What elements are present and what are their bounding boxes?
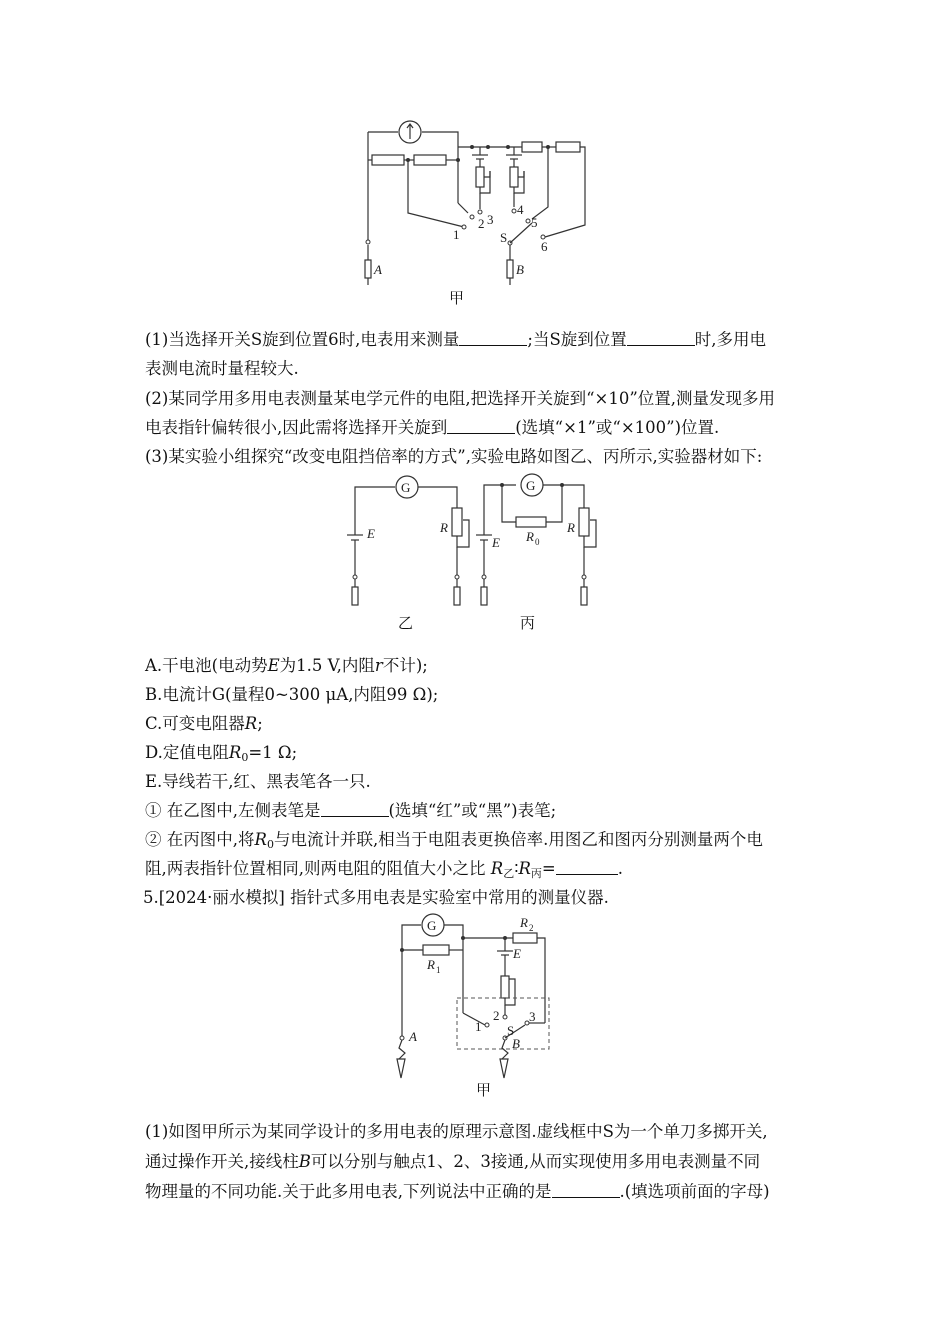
svg-text:2: 2 xyxy=(529,923,534,933)
figure-caption-yi: 乙 xyxy=(398,614,414,632)
terminal-label-4: 4 xyxy=(517,202,524,217)
svg-text:A: A xyxy=(409,1029,417,1044)
answer-blank[interactable] xyxy=(321,800,389,817)
q5-part1-line1: (1)如图甲所示为某同学设计的多用电表的原理示意图.虚线框中S为一个单刀多掷开关, xyxy=(145,1122,768,1141)
material-c: C.可变电阻器R; xyxy=(145,714,263,733)
q5-part1-line2: 通过操作开关,接线柱B可以分别与触点1、2、3接通,从而实现使用多用电表测量不同 xyxy=(145,1152,761,1171)
material-b: B.电流计G(量程0~300 μA,内阻99 Ω); xyxy=(145,685,439,704)
material-e: E.导线若干,红、黑表笔各一只. xyxy=(145,772,371,791)
svg-text:0: 0 xyxy=(535,537,540,547)
svg-text:R: R xyxy=(526,529,534,544)
rheostat-2 xyxy=(510,167,518,187)
svg-text:R: R xyxy=(520,915,528,930)
variable-resistor-bing xyxy=(579,508,589,536)
svg-text:E: E xyxy=(513,946,521,961)
probe-b-tip xyxy=(500,1059,508,1078)
material-a: A.干电池(电动势E为1.5 V,内阻r不计); xyxy=(145,656,428,675)
svg-text:2: 2 xyxy=(493,1008,500,1023)
q4-part2-line2: 电表指针偏转很小,因此需将选择开关旋到 (选填“×1”或“×100”)位置. xyxy=(145,418,720,437)
figure-caption-jia-2: 甲 xyxy=(476,1081,492,1099)
answer-blank[interactable] xyxy=(447,417,515,434)
resistor-r0 xyxy=(516,517,546,527)
material-d: D.定值电阻$R_0=1$ Ω; xyxy=(145,743,298,764)
svg-text:G: G xyxy=(526,478,536,493)
probe-right-yi xyxy=(454,587,460,605)
probe-a-tip xyxy=(397,1059,405,1078)
terminal-label-6: 6 xyxy=(541,239,548,254)
resistor-2 xyxy=(414,155,446,165)
answer-blank[interactable] xyxy=(459,329,527,346)
probe-right-bing xyxy=(581,587,587,605)
switch-label-s: S xyxy=(500,230,508,245)
answer-blank[interactable] xyxy=(627,329,695,346)
circuit-diagram-yi xyxy=(345,475,485,605)
probe-left-bing xyxy=(481,587,487,605)
q4-sub2-line2: 阻,两表指针位置相同,则两电阻的阻值大小之比 $R_乙∶R_丙=$ . xyxy=(145,859,623,880)
svg-text:1: 1 xyxy=(475,1019,482,1034)
svg-text:E: E xyxy=(492,535,500,550)
resistor-3 xyxy=(522,142,542,152)
q4-part3-line: (3)某实验小组探究“改变电阻挡倍率的方式”,实验电路如图乙、丙所示,实验器材如下: xyxy=(145,447,763,466)
probe-a xyxy=(365,260,371,278)
probe-label-a: A xyxy=(374,262,382,277)
svg-text:G: G xyxy=(427,918,437,933)
resistor-4 xyxy=(556,142,580,152)
resistor-r1 xyxy=(423,945,449,955)
svg-text:R: R xyxy=(440,520,448,535)
svg-text:S: S xyxy=(507,1023,515,1038)
q4-part2-line1: (2)某同学用多用电表测量某电学元件的电阻,把选择开关旋到“×10”位置,测量发现多用 xyxy=(145,389,776,408)
svg-text:R: R xyxy=(567,520,575,535)
svg-text:R: R xyxy=(427,957,435,972)
figure-caption-bing: 丙 xyxy=(520,614,536,632)
resistor-r2 xyxy=(513,933,537,943)
q4-part1-line2: 表测电流时量程较大. xyxy=(145,359,299,378)
terminal-label-1: 1 xyxy=(453,227,460,242)
svg-text:1: 1 xyxy=(436,965,441,975)
circuit-diagram-jia-2 xyxy=(395,913,555,1078)
svg-text:B: B xyxy=(512,1036,520,1051)
q5-part1-line3: 物理量的不同功能.关于此多用电表,下列说法中正确的是 .(填选项前面的字母) xyxy=(145,1182,770,1201)
variable-resistor-yi xyxy=(452,508,462,536)
answer-blank[interactable] xyxy=(556,858,618,875)
svg-text:G: G xyxy=(401,480,411,495)
terminal-label-5: 5 xyxy=(531,215,538,230)
terminal-label-2: 2 xyxy=(478,216,485,231)
resistor-1 xyxy=(372,155,404,165)
svg-text:E: E xyxy=(367,526,375,541)
circuit-diagram-bing xyxy=(478,475,618,605)
q5-title: 5.[2024·丽水模拟] 指针式多用电表是实验室中常用的测量仪器. xyxy=(143,888,609,907)
probe-b xyxy=(507,260,513,278)
q4-sub2-line1: ② 在丙图中,将$R_0$与电流计并联,相当于电阻表更换倍率.用图乙和图丙分别测量两个电 xyxy=(145,830,763,851)
circuit-diagram-jia-1 xyxy=(350,115,600,290)
figure-caption-jia-1: 甲 xyxy=(449,289,465,307)
probe-left-yi xyxy=(352,587,358,605)
svg-text:3: 3 xyxy=(529,1009,536,1024)
rheostat-fig3 xyxy=(501,976,509,998)
answer-blank[interactable] xyxy=(552,1181,620,1198)
q4-sub1: ① 在乙图中,左侧表笔是 (选填“红”或“黑”)表笔; xyxy=(145,801,557,820)
rheostat-1 xyxy=(476,167,484,187)
probe-label-b: B xyxy=(516,262,524,277)
q4-part1-line1: (1)当选择开关S旋到位置6时,电表用来测量 ;当S旋到位置 时,多用电 xyxy=(145,330,767,349)
terminal-label-3: 3 xyxy=(487,212,494,227)
